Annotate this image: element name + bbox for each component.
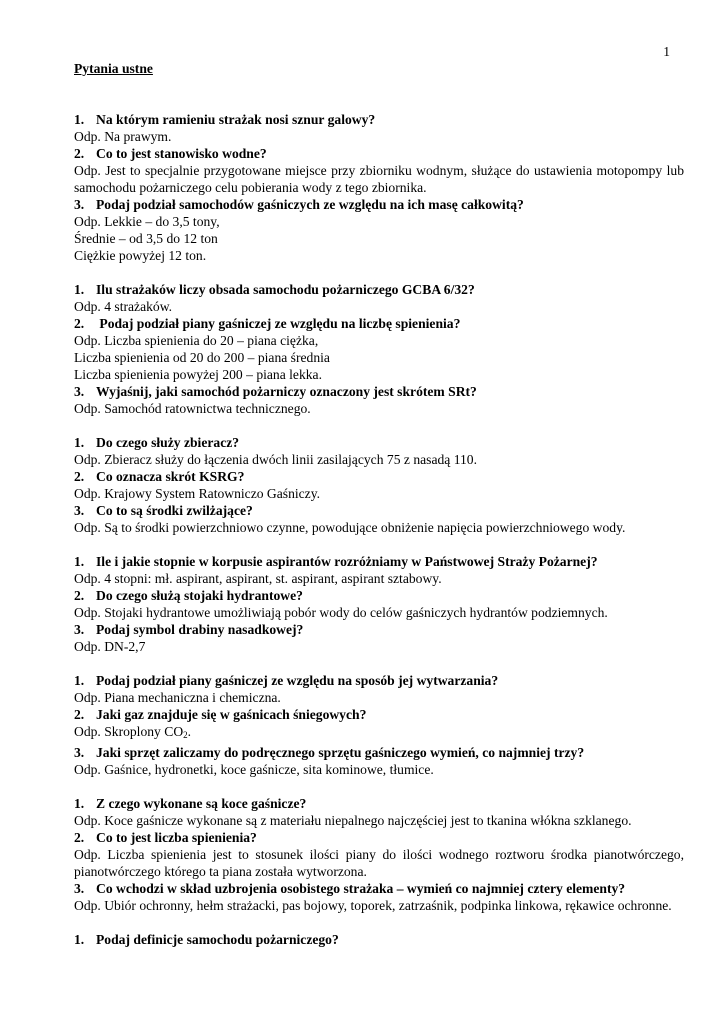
- question-number: 3.: [74, 197, 85, 212]
- question-text: Co to jest liczba spienienia?: [96, 830, 257, 845]
- question-number: 1.: [74, 554, 85, 569]
- question-number: 2.: [74, 146, 85, 161]
- answer-line: Odp. Gaśnice, hydronetki, koce gaśnicze, sita kominowe, tłumice.: [74, 762, 434, 777]
- question-text: Do czego służą stojaki hydrantowe?: [96, 588, 303, 603]
- answer-line: Odp. Krajowy System Ratowniczo Gaśniczy.: [74, 486, 321, 501]
- question-number: 2.: [74, 588, 85, 603]
- question-text: Podaj podział piany gaśniczej ze względu na liczbę spienienia?: [96, 316, 461, 331]
- question-text: Ile i jakie stopnie w korpusie aspirantów rozróżniamy w Państwowej Straży Pożarnej?: [96, 554, 598, 569]
- answer-text: .: [187, 724, 192, 739]
- question-text: Na którym ramieniu strażak nosi sznur galowy?: [96, 112, 376, 127]
- question: [74, 468, 684, 485]
- page-number: 1: [663, 44, 670, 59]
- question: [74, 145, 684, 162]
- question: [74, 281, 684, 298]
- answer-line: Odp. Są to środki powierzchniowo czynne, powodujące obniżenie napięcia powierzchniowego wody.: [74, 520, 626, 535]
- question-text: Podaj podział samochodów gaśniczych ze względu na ich masę całkowitą?: [96, 197, 524, 212]
- question-number: 3.: [74, 384, 85, 399]
- question-group: [74, 672, 684, 778]
- answer-line: Liczba spienienia od 20 do 200 – piana średnia: [74, 350, 330, 365]
- answer-line: Ciężkie powyżej 12 ton.: [74, 248, 207, 263]
- question-text: Jaki sprzęt zaliczamy do podręcznego sprzętu gaśniczego wymień, co najmniej trzy?: [96, 745, 585, 760]
- question-number: 2.: [74, 707, 85, 722]
- question-text: Co to są środki zwilżające?: [96, 503, 253, 518]
- question-number: 3.: [74, 881, 85, 896]
- question: [74, 434, 684, 451]
- question-text: Ilu strażaków liczy obsada samochodu pożarniczego GCBA 6/32?: [96, 282, 475, 297]
- question-number: 1.: [74, 435, 85, 450]
- question-text: Jaki gaz znajduje się w gaśnicach śniegowych?: [96, 707, 367, 722]
- question-number: 3.: [74, 622, 85, 637]
- subscript: 2: [183, 730, 188, 740]
- question-group: [74, 795, 684, 914]
- question: [74, 931, 684, 948]
- answer-line: Liczba spienienia powyżej 200 – piana lekka.: [74, 367, 322, 382]
- question-number: 2.: [74, 830, 85, 845]
- question-text: Co oznacza skrót KSRG?: [96, 469, 245, 484]
- question: [74, 829, 684, 846]
- question-group: [74, 931, 684, 948]
- question-text: Do czego służy zbieracz?: [96, 435, 240, 450]
- answer-line: Odp. Liczba spienienia jest to stosunek ilości piany do ilości wodnego roztworu środka pianotwórczego, pianotwórczego którego ta piana została wytworzona.: [74, 847, 684, 879]
- question-group: [74, 553, 684, 655]
- answer-line: Odp. Na prawym.: [74, 129, 172, 144]
- answer-line: Odp. Koce gaśnicze wykonane są z materiału niepalnego najczęściej jest to tkanina włókna szklanego.: [74, 813, 632, 828]
- question: [74, 744, 684, 761]
- question-text: Podaj definicje samochodu pożarniczego?: [96, 932, 339, 947]
- answer-line: Odp. 4 stopni: mł. aspirant, aspirant, st. aspirant, aspirant sztabowy.: [74, 571, 442, 586]
- question: [74, 880, 684, 897]
- question-text: Co wchodzi w skład uzbrojenia osobistego strażaka – wymień co najmniej cztery elementy?: [96, 881, 626, 896]
- question-text: Podaj symbol drabiny nasadkowej?: [96, 622, 304, 637]
- question: [74, 587, 684, 604]
- question-number: 1.: [74, 673, 85, 688]
- question-number: 1.: [74, 112, 85, 127]
- page-title: Pytania ustne: [74, 61, 153, 76]
- question: [74, 706, 684, 723]
- answer-text: Odp. Skroplony CO: [74, 724, 184, 739]
- question-number: 1.: [74, 932, 85, 947]
- question-number: 1.: [74, 796, 85, 811]
- document-body: [74, 60, 684, 965]
- answer-line: Odp. Lekkie – do 3,5 tony,: [74, 214, 220, 229]
- question-group: [74, 281, 684, 417]
- question: [74, 621, 684, 638]
- answer-line: Odp. Samochód ratownictwa technicznego.: [74, 401, 311, 416]
- question: [74, 672, 684, 689]
- question-groups: [74, 111, 684, 948]
- question: [74, 111, 684, 128]
- question-number: 2.: [74, 469, 85, 484]
- question-text: Z czego wykonane są koce gaśnicze?: [96, 796, 307, 811]
- question: [74, 383, 684, 400]
- question: [74, 196, 684, 213]
- question: [74, 795, 684, 812]
- question-number: 3.: [74, 503, 85, 518]
- question-number: 1.: [74, 282, 85, 297]
- answer-line: Odp. Stojaki hydrantowe umożliwiają pobór wody do celów gaśniczych hydrantów podziemnych.: [74, 605, 608, 620]
- answer-line: Odp. Jest to specjalnie przygotowane miejsce przy zbiorniku wodnym, służące do ustawienia motopompy lub samochodu pożarniczego celu pobierania wody z tego zbiornika.: [74, 163, 684, 195]
- question-group: [74, 111, 684, 264]
- answer-line: Średnie – od 3,5 do 12 ton: [74, 231, 218, 246]
- question: [74, 553, 684, 570]
- answer-line: Odp. Ubiór ochronny, hełm strażacki, pas bojowy, toporek, zatrzaśnik, podpinka linkowa, rękawice ochronne.: [74, 898, 672, 913]
- question: [74, 315, 684, 332]
- answer-line: Odp. Zbieracz służy do łączenia dwóch linii zasilających 75 z nasadą 110.: [74, 452, 477, 467]
- answer-line: Odp. DN-2,7: [74, 639, 146, 654]
- question-text: Wyjaśnij, jaki samochód pożarniczy oznaczony jest skrótem SRt?: [96, 384, 477, 399]
- question-text: Podaj podział piany gaśniczej ze względu na sposób jej wytwarzania?: [96, 673, 499, 688]
- question-text: Co to jest stanowisko wodne?: [96, 146, 267, 161]
- question-number: 3.: [74, 745, 85, 760]
- question-group: [74, 434, 684, 536]
- question-number: 2.: [74, 316, 85, 331]
- answer-line: Odp. 4 strażaków.: [74, 299, 173, 314]
- answer-line: Odp. Liczba spienienia do 20 – piana ciężka,: [74, 333, 319, 348]
- question: [74, 502, 684, 519]
- answer-line: [74, 723, 684, 744]
- answer-line: Odp. Piana mechaniczna i chemiczna.: [74, 690, 281, 705]
